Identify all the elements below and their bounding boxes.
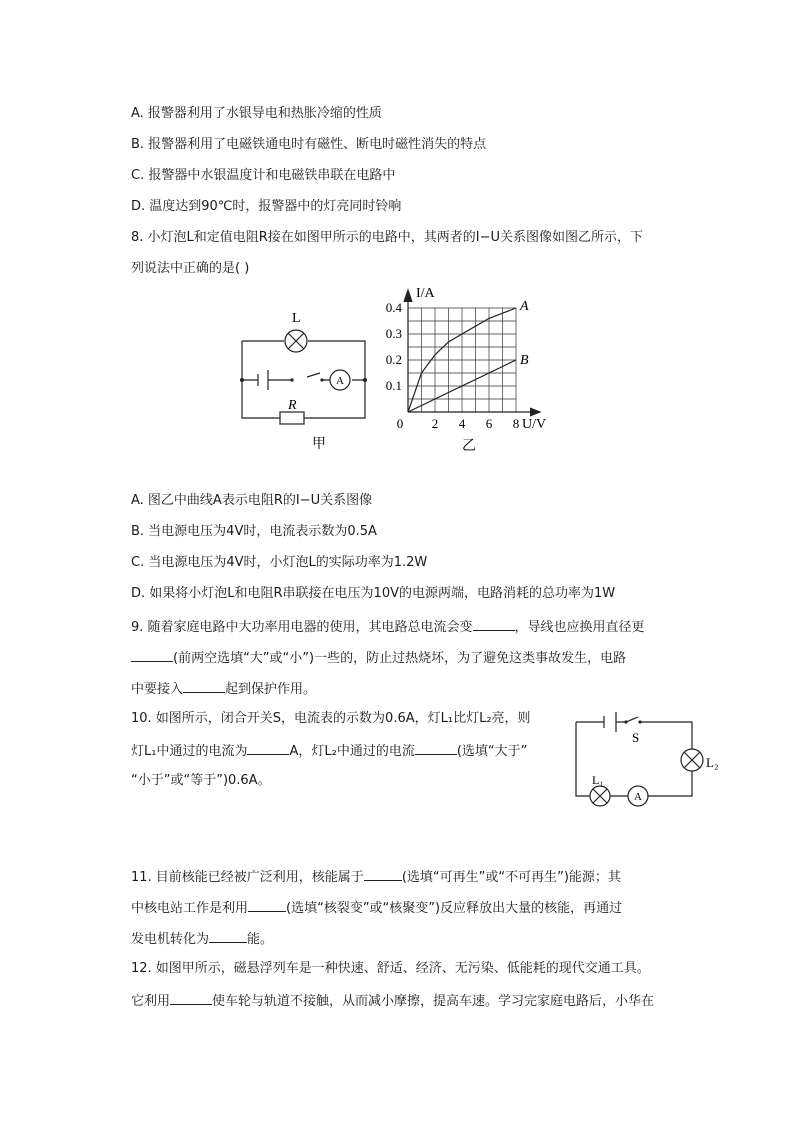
q11-blank-2[interactable] bbox=[248, 897, 286, 912]
q9-line1 bbox=[131, 616, 645, 638]
x-tick-label: 4 bbox=[458, 416, 466, 431]
l1-label: L₁ bbox=[592, 773, 604, 787]
ammeter-label: A bbox=[634, 791, 642, 803]
x-tick-label: 6 bbox=[485, 416, 493, 431]
q11-blank-1[interactable] bbox=[364, 866, 402, 881]
q7-option-c: C. 报警器中水银温度计和电磁铁串联在电路中 bbox=[131, 168, 396, 183]
q8-option-d: D. 如果将小灯泡L和电阻R串联接在电压为10V的电源两端，电路消耗的总功率为1W bbox=[131, 586, 616, 601]
y-tick-label: 0.1 bbox=[385, 378, 402, 393]
q10-circuit-diagram bbox=[568, 708, 719, 808]
q9-line2 bbox=[131, 647, 626, 669]
chart-origin-label: 0 bbox=[396, 416, 404, 431]
q8-iu-chart bbox=[380, 282, 560, 454]
q12-text-2: 它利用 bbox=[131, 994, 171, 1009]
q11-line1 bbox=[131, 866, 621, 888]
q9-text-4: 中要接入 bbox=[131, 682, 184, 697]
q9-line3 bbox=[131, 678, 316, 700]
q12-line1: 12. 如图甲所示，磁悬浮列车是一种快速、舒适、经济、无污染、低能耗的现代交通工具。 bbox=[131, 961, 650, 976]
q11-text-6: 能。 bbox=[247, 932, 274, 947]
q12-text-3: 使车轮与轨道不接触，从而减小摩擦，提高车速。学习完家庭电路后，小华在 bbox=[212, 994, 655, 1009]
q9-text-1: 9. 随着家庭电路中大功率用电器的使用，其电路总电流会变 bbox=[131, 620, 473, 635]
q9-blank-1[interactable] bbox=[473, 616, 515, 631]
y-tick-label: 0.3 bbox=[385, 326, 402, 341]
lamp-label: L bbox=[292, 311, 301, 326]
x-tick-label: 2 bbox=[431, 416, 439, 431]
ammeter-label: A bbox=[336, 375, 344, 387]
q8-option-b: B. 当电源电压为4V时，电流表示数为0.5A bbox=[131, 524, 377, 539]
q10-line3: “小于”或“等于”)0.6A。 bbox=[131, 773, 271, 788]
y-tick-label: 0.4 bbox=[385, 300, 402, 315]
series-a-label: A bbox=[520, 299, 529, 314]
q8-stem-line1: 8. 小灯泡L和定值电阻R接在如图甲所示的电路中，其两者的I−U关系图像如图乙所示，下 bbox=[131, 230, 644, 245]
q7-option-b: B. 报警器利用了电磁铁通电时有磁性、断电时磁性消失的特点 bbox=[131, 137, 487, 152]
q10-line1: 10. 如图所示，闭合开关S，电流表的示数为0.6A，灯L₁比灯L₂亮，则 bbox=[131, 711, 531, 726]
q8-circuit-diagram bbox=[232, 305, 377, 453]
q8-stem-line2: 列说法中正确的是( ) bbox=[131, 261, 250, 276]
figure-caption-jia: 甲 bbox=[312, 437, 326, 452]
q12-blank-1[interactable] bbox=[170, 990, 212, 1005]
figure-caption-yi: 乙 bbox=[462, 439, 476, 454]
q9-blank-2[interactable] bbox=[131, 647, 173, 662]
q8-option-a: A. 图乙中曲线A表示电阻R的I−U关系图像 bbox=[131, 493, 373, 508]
q8-option-c: C. 当电源电压为4V时，小灯泡L的实际功率为1.2W bbox=[131, 555, 428, 570]
q7-option-d: D. 温度达到90℃时，报警器中的灯亮同时铃响 bbox=[131, 199, 402, 214]
q11-line2 bbox=[131, 897, 622, 919]
q11-line3 bbox=[131, 928, 273, 950]
series-b-label: B bbox=[520, 353, 529, 368]
q9-text-2: ，导线也应换用直径更 bbox=[514, 620, 645, 635]
q10-blank-2[interactable] bbox=[415, 740, 457, 755]
q10-text-3: A，灯L₂中通过的电流 bbox=[289, 744, 415, 759]
q9-text-5: 起到保护作用。 bbox=[225, 682, 317, 697]
q9-text-3: (前两空选填“大”或“小”)一些的，防止过热烧坏，为了避免这类事故发生，电路 bbox=[173, 651, 627, 666]
q10-line2 bbox=[131, 740, 527, 762]
q12-line2 bbox=[131, 990, 654, 1012]
x-tick-label: 8 bbox=[512, 416, 520, 431]
resistor-label: R bbox=[288, 398, 297, 413]
chart-xlabel: U/V bbox=[522, 417, 547, 432]
q11-text-3: 中核电站工作是利用 bbox=[131, 901, 249, 916]
chart-ylabel: I/A bbox=[416, 286, 435, 301]
q10-text-4: (选填“大于” bbox=[456, 744, 528, 759]
q11-text-2: (选填“可再生”或“不可再生”)能源；其 bbox=[401, 870, 621, 885]
q10-text-2: 灯L₁中通过的电流为 bbox=[131, 744, 248, 759]
l2-label: L₂ bbox=[706, 755, 719, 770]
q7-option-a: A. 报警器利用了水银导电和热胀冷缩的性质 bbox=[131, 106, 382, 121]
q9-blank-3[interactable] bbox=[183, 678, 225, 693]
q11-text-5: 发电机转化为 bbox=[131, 932, 210, 947]
switch-label: S bbox=[632, 730, 640, 745]
q11-blank-3[interactable] bbox=[209, 928, 247, 943]
q11-text-4: (选填“核裂变”或“核聚变”)反应释放出大量的核能，再通过 bbox=[286, 901, 623, 916]
y-tick-label: 0.2 bbox=[385, 352, 402, 367]
q10-blank-1[interactable] bbox=[247, 740, 289, 755]
q11-text-1: 11. 目前核能已经被广泛利用，核能属于 bbox=[131, 870, 364, 885]
